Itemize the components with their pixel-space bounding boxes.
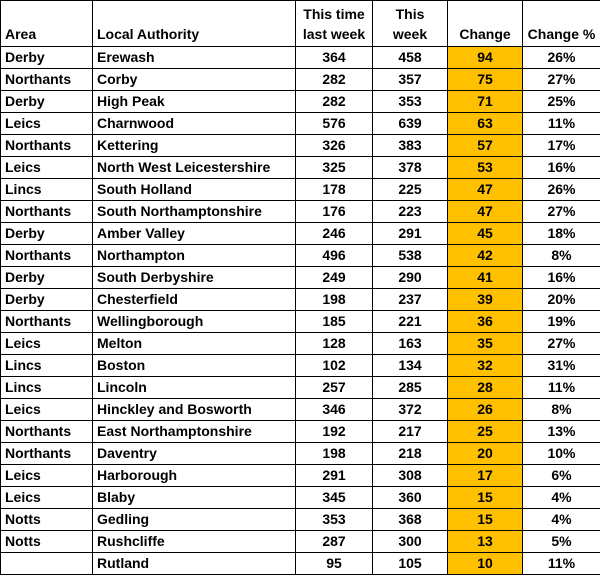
cell-change: 39 <box>448 289 523 311</box>
cell-last-week: 576 <box>296 113 373 135</box>
header-last-week <box>296 1 373 47</box>
cell-change: 36 <box>448 311 523 333</box>
cell-last-week: 246 <box>296 223 373 245</box>
cell-local-authority: North West Leicestershire <box>93 157 296 179</box>
table-row <box>1 333 600 355</box>
cell-this-week: 353 <box>373 91 448 113</box>
cell-area: Leics <box>1 333 93 355</box>
cell-this-week: 458 <box>373 47 448 69</box>
cell-local-authority: Daventry <box>93 443 296 465</box>
cell-last-week: 345 <box>296 487 373 509</box>
cell-change-pct: 13% <box>523 421 600 443</box>
table-row <box>1 47 600 69</box>
cell-this-week: 308 <box>373 465 448 487</box>
cell-area: Derby <box>1 289 93 311</box>
cell-local-authority: Hinckley and Bosworth <box>93 399 296 421</box>
cell-this-week: 217 <box>373 421 448 443</box>
cell-local-authority: Harborough <box>93 465 296 487</box>
cell-change: 15 <box>448 509 523 531</box>
cell-last-week: 287 <box>296 531 373 553</box>
table-row <box>1 267 600 289</box>
cell-change: 75 <box>448 69 523 91</box>
cell-last-week: 346 <box>296 399 373 421</box>
cell-area: Lincs <box>1 179 93 201</box>
cell-area: Northants <box>1 443 93 465</box>
cell-area: Northants <box>1 245 93 267</box>
header-this-week-label: This week <box>392 6 428 42</box>
cell-this-week: 372 <box>373 399 448 421</box>
header-area: Area <box>1 1 93 47</box>
cell-last-week: 192 <box>296 421 373 443</box>
cell-last-week: 102 <box>296 355 373 377</box>
cell-local-authority: High Peak <box>93 91 296 113</box>
cell-this-week: 368 <box>373 509 448 531</box>
cell-change: 10 <box>448 553 523 575</box>
table-row <box>1 223 600 245</box>
cell-area <box>1 553 93 575</box>
cell-area: Lincs <box>1 355 93 377</box>
header-last-week-label: This time last week <box>302 6 366 42</box>
cell-area: Northants <box>1 201 93 223</box>
cell-this-week: 291 <box>373 223 448 245</box>
cell-area: Leics <box>1 157 93 179</box>
cell-change: 26 <box>448 399 523 421</box>
cell-change: 13 <box>448 531 523 553</box>
cell-this-week: 383 <box>373 135 448 157</box>
cell-area: Leics <box>1 487 93 509</box>
cell-change: 94 <box>448 47 523 69</box>
cell-area: Derby <box>1 267 93 289</box>
cell-last-week: 291 <box>296 465 373 487</box>
header-local-authority: Local Authority <box>93 1 296 47</box>
table-row <box>1 355 600 377</box>
cell-change-pct: 4% <box>523 487 600 509</box>
cell-area: Derby <box>1 91 93 113</box>
header-this-week <box>373 1 448 47</box>
header-row <box>1 1 600 47</box>
table-row <box>1 443 600 465</box>
cell-last-week: 178 <box>296 179 373 201</box>
cell-this-week: 639 <box>373 113 448 135</box>
cell-local-authority: Corby <box>93 69 296 91</box>
cell-change-pct: 27% <box>523 333 600 355</box>
table-row <box>1 553 600 575</box>
table-header <box>1 1 600 47</box>
cell-this-week: 357 <box>373 69 448 91</box>
cell-change-pct: 8% <box>523 399 600 421</box>
cell-area: Derby <box>1 223 93 245</box>
cell-change: 32 <box>448 355 523 377</box>
cell-area: Leics <box>1 399 93 421</box>
cell-last-week: 353 <box>296 509 373 531</box>
cell-last-week: 128 <box>296 333 373 355</box>
cell-change-pct: 16% <box>523 157 600 179</box>
cell-change: 25 <box>448 421 523 443</box>
table-row <box>1 179 600 201</box>
cell-this-week: 378 <box>373 157 448 179</box>
cell-area: Leics <box>1 113 93 135</box>
cell-change-pct: 27% <box>523 201 600 223</box>
cell-change-pct: 18% <box>523 223 600 245</box>
cell-this-week: 285 <box>373 377 448 399</box>
table-row <box>1 487 600 509</box>
header-change-pct: Change % <box>523 1 600 47</box>
table-row <box>1 399 600 421</box>
cell-change: 42 <box>448 245 523 267</box>
cell-local-authority: South Derbyshire <box>93 267 296 289</box>
cell-this-week: 290 <box>373 267 448 289</box>
cell-local-authority: Amber Valley <box>93 223 296 245</box>
cell-local-authority: Melton <box>93 333 296 355</box>
cell-local-authority: Charnwood <box>93 113 296 135</box>
cell-last-week: 325 <box>296 157 373 179</box>
cell-area: Lincs <box>1 377 93 399</box>
cell-local-authority: Wellingborough <box>93 311 296 333</box>
table-row <box>1 69 600 91</box>
cell-change: 35 <box>448 333 523 355</box>
cell-local-authority: Kettering <box>93 135 296 157</box>
cell-change: 47 <box>448 201 523 223</box>
cell-local-authority: Blaby <box>93 487 296 509</box>
cell-change: 20 <box>448 443 523 465</box>
cell-change: 15 <box>448 487 523 509</box>
table-row <box>1 421 600 443</box>
cell-change-pct: 6% <box>523 465 600 487</box>
cell-change-pct: 5% <box>523 531 600 553</box>
table-body <box>1 47 600 575</box>
cell-change: 41 <box>448 267 523 289</box>
cell-change-pct: 26% <box>523 179 600 201</box>
cell-change-pct: 20% <box>523 289 600 311</box>
cell-local-authority: Boston <box>93 355 296 377</box>
cell-last-week: 176 <box>296 201 373 223</box>
cell-change: 45 <box>448 223 523 245</box>
table-row <box>1 113 600 135</box>
table-row <box>1 311 600 333</box>
cell-local-authority: Gedling <box>93 509 296 531</box>
cell-last-week: 95 <box>296 553 373 575</box>
cell-local-authority: Chesterfield <box>93 289 296 311</box>
table-row <box>1 377 600 399</box>
cell-this-week: 225 <box>373 179 448 201</box>
cell-this-week: 538 <box>373 245 448 267</box>
cell-last-week: 282 <box>296 91 373 113</box>
cell-change-pct: 31% <box>523 355 600 377</box>
cell-last-week: 257 <box>296 377 373 399</box>
cell-last-week: 198 <box>296 443 373 465</box>
cell-change: 71 <box>448 91 523 113</box>
table-row <box>1 289 600 311</box>
table-row <box>1 157 600 179</box>
cell-area: Leics <box>1 465 93 487</box>
table-row <box>1 201 600 223</box>
cell-this-week: 360 <box>373 487 448 509</box>
header-change: Change <box>448 1 523 47</box>
cell-last-week: 364 <box>296 47 373 69</box>
cell-change-pct: 19% <box>523 311 600 333</box>
cell-local-authority: South Northamptonshire <box>93 201 296 223</box>
cell-change-pct: 26% <box>523 47 600 69</box>
cell-local-authority: Lincoln <box>93 377 296 399</box>
table-row <box>1 531 600 553</box>
cell-local-authority: East Northamptonshire <box>93 421 296 443</box>
cell-change-pct: 25% <box>523 91 600 113</box>
cell-local-authority: Rushcliffe <box>93 531 296 553</box>
cell-area: Northants <box>1 135 93 157</box>
cell-change-pct: 4% <box>523 509 600 531</box>
cell-last-week: 185 <box>296 311 373 333</box>
table-row <box>1 91 600 113</box>
cell-this-week: 218 <box>373 443 448 465</box>
cell-change-pct: 27% <box>523 69 600 91</box>
cell-area: Northants <box>1 69 93 91</box>
cell-this-week: 223 <box>373 201 448 223</box>
cell-change-pct: 16% <box>523 267 600 289</box>
cell-change-pct: 8% <box>523 245 600 267</box>
table-row <box>1 135 600 157</box>
cell-change: 57 <box>448 135 523 157</box>
cell-change: 47 <box>448 179 523 201</box>
cell-this-week: 105 <box>373 553 448 575</box>
cell-this-week: 237 <box>373 289 448 311</box>
cell-last-week: 198 <box>296 289 373 311</box>
cell-area: Notts <box>1 531 93 553</box>
cell-change: 28 <box>448 377 523 399</box>
table-row <box>1 465 600 487</box>
cell-last-week: 326 <box>296 135 373 157</box>
table-row <box>1 245 600 267</box>
cell-change-pct: 11% <box>523 377 600 399</box>
cell-local-authority: Rutland <box>93 553 296 575</box>
cell-local-authority: Northampton <box>93 245 296 267</box>
cell-area: Notts <box>1 509 93 531</box>
cell-local-authority: South Holland <box>93 179 296 201</box>
cell-local-authority: Erewash <box>93 47 296 69</box>
cell-change: 17 <box>448 465 523 487</box>
cell-change-pct: 11% <box>523 553 600 575</box>
cell-change-pct: 11% <box>523 113 600 135</box>
cell-this-week: 134 <box>373 355 448 377</box>
cell-this-week: 221 <box>373 311 448 333</box>
cell-area: Northants <box>1 311 93 333</box>
cell-area: Derby <box>1 47 93 69</box>
cell-change: 53 <box>448 157 523 179</box>
cell-change: 63 <box>448 113 523 135</box>
cell-change-pct: 17% <box>523 135 600 157</box>
cell-last-week: 249 <box>296 267 373 289</box>
cell-this-week: 300 <box>373 531 448 553</box>
cell-last-week: 496 <box>296 245 373 267</box>
table-row <box>1 509 600 531</box>
cell-area: Northants <box>1 421 93 443</box>
cell-change-pct: 10% <box>523 443 600 465</box>
cell-last-week: 282 <box>296 69 373 91</box>
cell-this-week: 163 <box>373 333 448 355</box>
